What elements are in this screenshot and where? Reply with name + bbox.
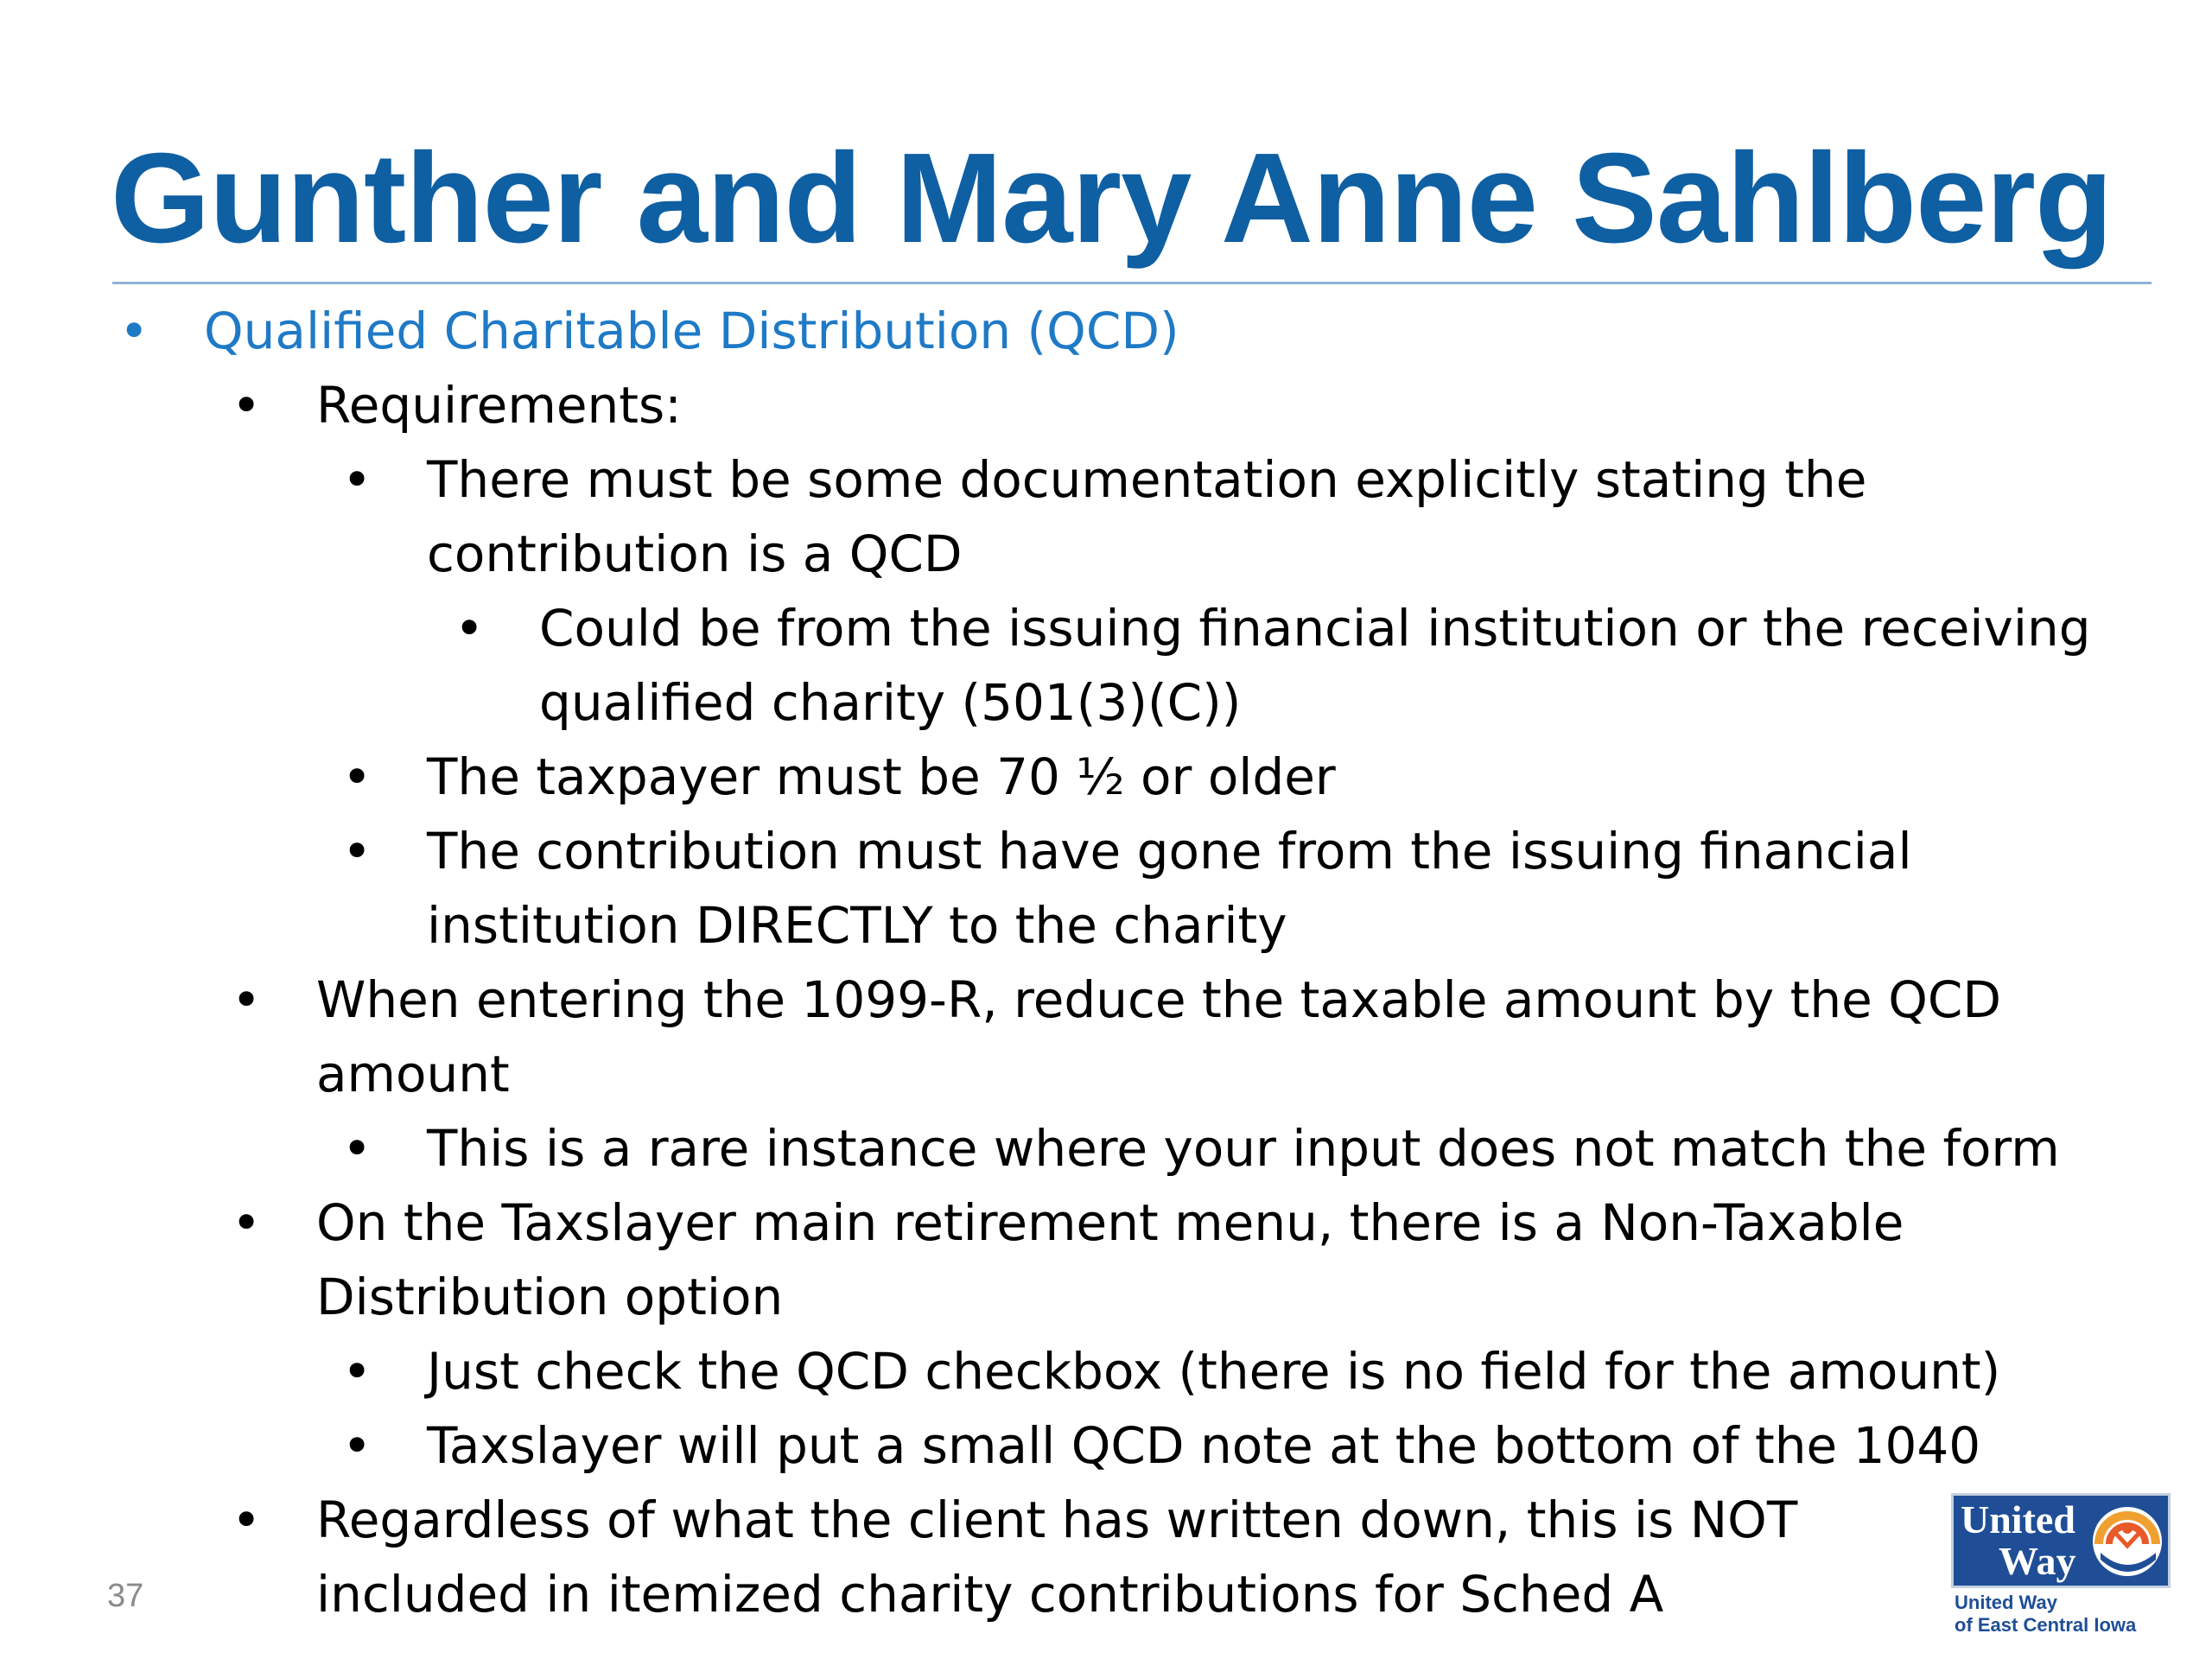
logo-caption-line: of East Central Iowa xyxy=(1955,1614,2137,1636)
united-way-logo xyxy=(1951,1493,2171,1588)
bullet-item xyxy=(0,368,2143,442)
bullet-text: Regardless of what the client has written down, this is NOT included in itemized charity contributions for Sched A xyxy=(316,1491,1798,1624)
bullet-marker: • xyxy=(342,1416,372,1475)
logo-caption xyxy=(1955,1592,2136,1637)
slide-title: Gunther and Mary Anne Sahlberg xyxy=(111,127,2113,270)
bullet-item xyxy=(0,1334,2143,1408)
bullet-item xyxy=(0,1483,2143,1631)
bullet-text: Taxslayer will put a small QCD note at the bottom of the 1040 xyxy=(427,1416,1981,1475)
bullet-marker: • xyxy=(454,599,485,658)
bullet-item xyxy=(0,814,2143,963)
bullet-text: On the Taxslayer main retirement menu, there is a Non-Taxable Distribution option xyxy=(316,1193,1904,1326)
bullet-item xyxy=(0,963,2143,1111)
slide-number: 37 xyxy=(107,1578,144,1614)
bullet-item xyxy=(0,1185,2143,1334)
bullet-marker: • xyxy=(342,1119,372,1178)
bullet-text: This is a rare instance where your input does not match the form xyxy=(427,1119,2060,1178)
bullet-item xyxy=(0,1408,2143,1483)
bullet-marker: • xyxy=(119,302,149,360)
bullet-text: Just check the QCD checkbox (there is no field for the amount) xyxy=(427,1342,2001,1401)
bullet-item xyxy=(0,740,2143,814)
bullet-marker: • xyxy=(232,1491,262,1549)
bullet-item xyxy=(0,1111,2143,1185)
logo-text-united: United xyxy=(1961,1497,2075,1541)
bullet-marker: • xyxy=(342,747,372,806)
bullet-text: When entering the 1099-R, reduce the taxable amount by the QCD amount xyxy=(316,970,2002,1103)
logo-caption-line: United Way xyxy=(1955,1592,2057,1613)
bullet-text: The taxpayer must be 70 ½ or older xyxy=(427,747,1336,806)
bullet-marker: • xyxy=(342,450,372,509)
bullet-text: There must be some documentation explicitly stating the contribution is a QCD xyxy=(427,450,1867,583)
bullet-list xyxy=(0,294,2143,1631)
bullet-item xyxy=(0,442,2143,591)
bullet-marker: • xyxy=(232,1193,262,1252)
logo-text-way: Way xyxy=(1999,1539,2076,1583)
bullet-marker: • xyxy=(232,970,262,1029)
bullet-text: The contribution must have gone from the issuing financial institution DIRECTLY to the charity xyxy=(427,822,1912,955)
bullet-marker: • xyxy=(342,1342,372,1401)
bullet-item xyxy=(0,591,2143,740)
title-divider xyxy=(112,282,2152,284)
bullet-item xyxy=(0,294,2143,368)
united-way-hand-icon xyxy=(2090,1503,2164,1580)
bullet-marker: • xyxy=(342,822,372,880)
bullet-text: Qualified Charitable Distribution (QCD) xyxy=(204,302,1179,360)
bullet-text: Requirements: xyxy=(316,376,682,435)
bullet-marker: • xyxy=(232,376,262,435)
bullet-text: Could be from the issuing financial institution or the receiving qualified charity (501(3)(C)) xyxy=(539,599,2091,732)
